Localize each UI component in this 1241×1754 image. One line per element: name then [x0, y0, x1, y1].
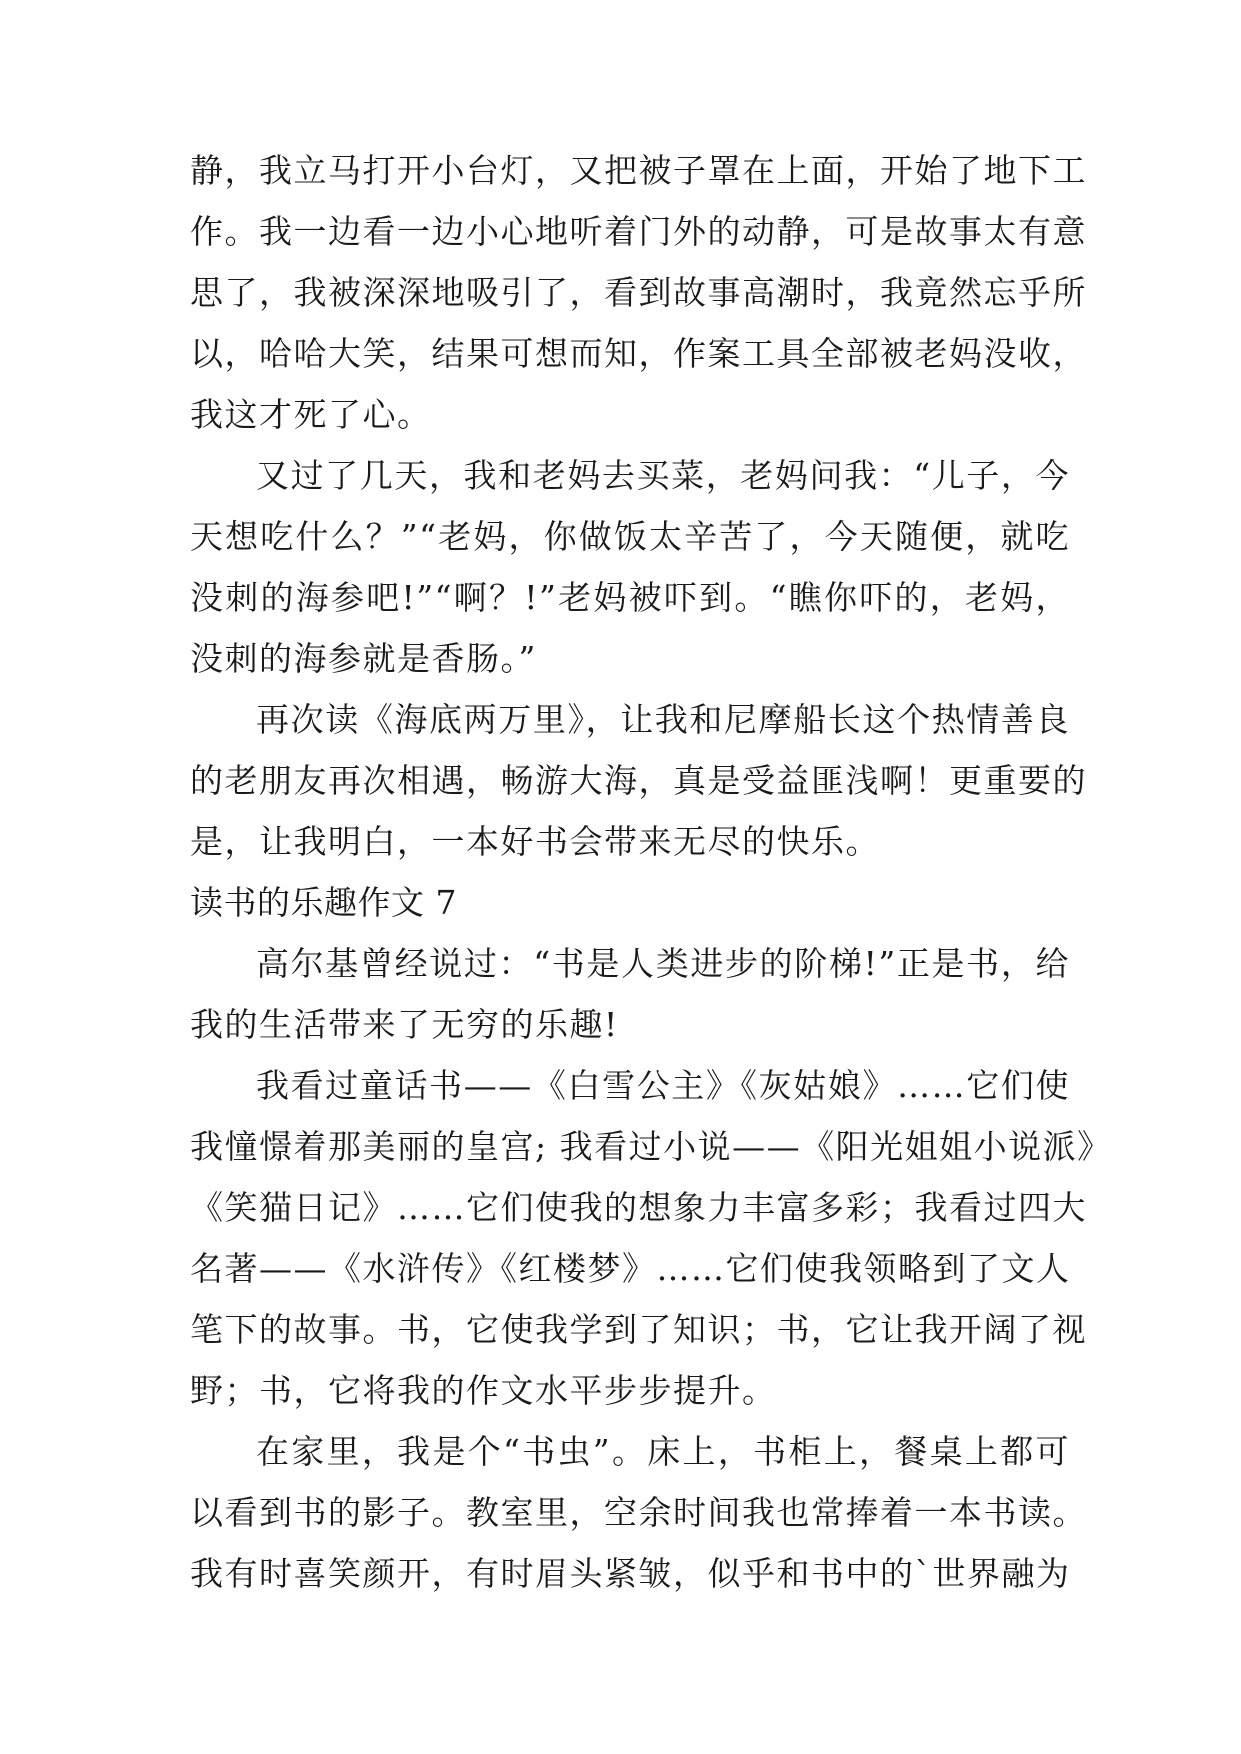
text-line: 的老朋友再次相遇，畅游大海，真是受益匪浅啊！更重要的: [190, 761, 1087, 800]
section-heading: 读书的乐趣作文 7: [190, 883, 457, 922]
text-line: 以看到书的影子。教室里，空余时间我也常捧着一本书读。: [190, 1493, 1087, 1532]
text-line: 没刺的海参吧!”“啊？!”老妈被吓到。“瞧你吓的，老妈，: [190, 578, 1070, 617]
text-line: 又过了几天，我和老妈去买菜，老妈问我：“儿子，今: [256, 456, 1070, 495]
text-line: 《笑猫日记》……它们使我的想象力丰富多彩；我看过四大: [190, 1188, 1087, 1227]
document-body: [190, 140, 1112, 1604]
text-line: 笔下的故事。书，它使我学到了知识；书，它让我开阔了视: [190, 1310, 1087, 1349]
text-line: 野；书，它将我的作文水平步步提升。: [190, 1371, 777, 1410]
text-line: 我憧憬着那美丽的皇宫; 我看过小说——《阳光姐姐小说派》: [190, 1127, 1112, 1166]
text-line: 以，哈哈大笑，结果可想而知，作案工具全部被老妈没收，: [190, 334, 1087, 373]
text-line: 天想吃什么？”“老妈，你做饭太辛苦了，今天随便，就吃: [190, 517, 1070, 556]
text-line: 思了，我被深深地吸引了，看到故事高潮时，我竟然忘乎所: [190, 273, 1087, 312]
text-line: 我这才死了心。: [190, 395, 432, 434]
text-line: 高尔基曾经说过：“书是人类进步的阶梯!”正是书，给: [256, 944, 1070, 983]
text-line: 我看过童话书——《白雪公主》《灰姑娘》……它们使: [256, 1066, 1070, 1105]
text-line: 再次读《海底两万里》，让我和尼摩船长这个热情善良: [256, 700, 1070, 739]
text-line: 名著——《水浒传》《红楼梦》……它们使我领略到了文人: [190, 1249, 1071, 1288]
text-line: 作。我一边看一边小心地听着门外的动静，可是故事太有意: [190, 212, 1087, 251]
text-line: 静，我立马打开小台灯，又把被子罩在上面，开始了地下工: [190, 151, 1087, 190]
text-line: 是，让我明白，一本好书会带来无尽的快乐。: [190, 822, 880, 861]
text-line: 我的生活带来了无穷的乐趣!: [190, 1005, 619, 1044]
text-line: 没刺的海参就是香肠。”: [190, 639, 537, 678]
text-line: 我有时喜笑颜开，有时眉头紧皱，似乎和书中的`世界融为: [190, 1554, 1071, 1593]
text-line: 在家里，我是个“书虫”。床上，书柜上，餐桌上都可: [256, 1432, 1070, 1471]
